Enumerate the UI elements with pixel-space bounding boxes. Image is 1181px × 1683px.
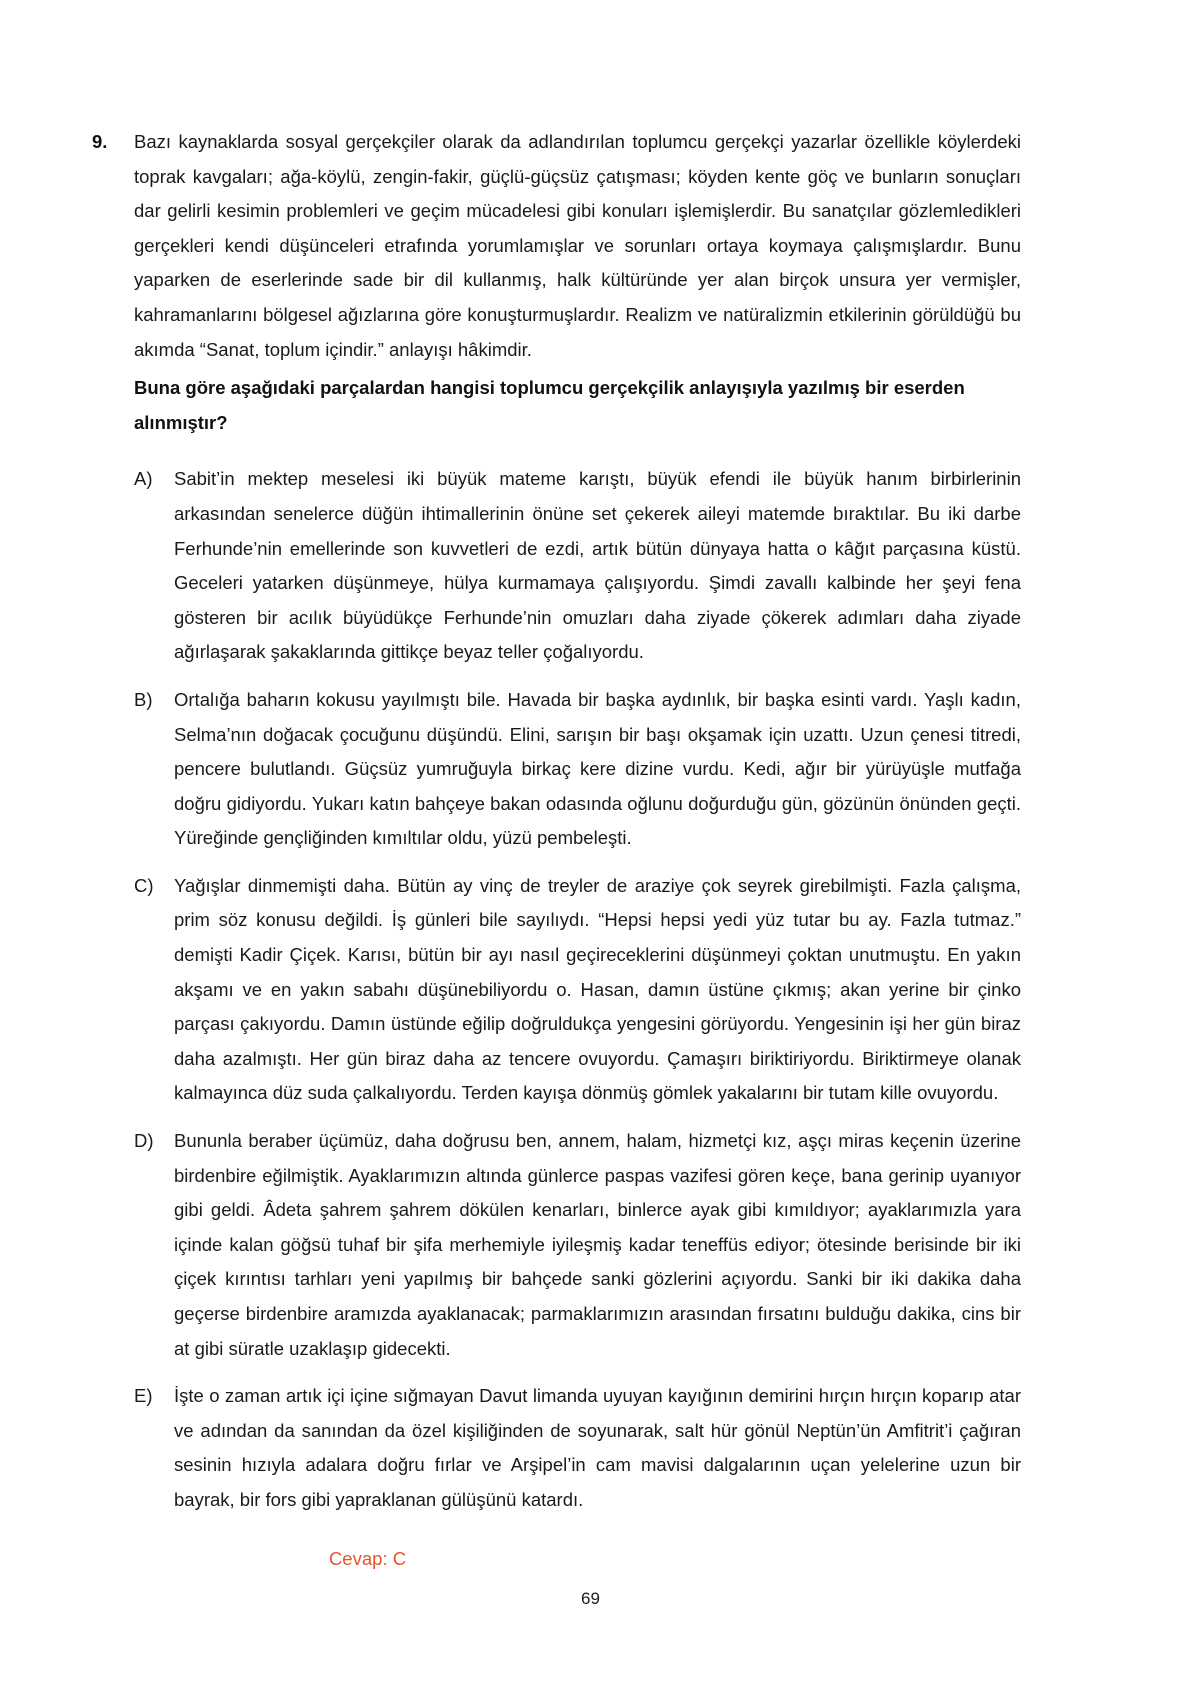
option-text: Bununla beraber üçümüz, daha doğrusu ben, annem, halam, hizmetçi kız, aşçı miras keçenin üzerine birdenbire eğilmiştik. Ayaklarımızın altında günlerce paspas vazifesi gören keçe, bana gerinip uyanıyor gibi geldi. Âdeta şahrem şahrem dökülen kenarları, binlerce ayak gibi kımıldıyor; ayaklarımızla yara içinde kalan göğsü tuhaf bir şifa merhemiyle iyileşmiş kadar teneffüs ediyor; ötesinde berisinde bir iki çiçek kırıntısı tarhları yeni yapılmış bir bahçede sanki gözlerini açıyordu. Sanki bir iki dakika daha geçerse birdenbire aramızda ayaklanacak; parmaklarımızın arasından fırsatını bulduğu dakika, cins bir at gibi süratle uzaklaşıp gidecekti. <box>174 1130 1021 1359</box>
option-text: İşte o zaman artık içi içine sığmayan Davut limanda uyuyan kayığının demirini hırçın hırçın koparıp atar ve adından da sanından da özel kişiliğinden de soyunarak, salt hür gönül Neptün’ün Amfitrit’i çağıran sesinin hızıyla adalara doğru fırlar ve Arşipel’in cam mavisi dalgalarının uçan yelelerine uzun bir bayrak, bir fors gibi yapraklanan gülüşünü katardı. <box>174 1385 1021 1510</box>
question-number: 9. <box>92 131 108 152</box>
option-e[interactable] <box>134 1379 1021 1517</box>
option-text: Sabit’in mektep meselesi iki büyük mateme karıştı, büyük efendi ile büyük hanım birbirlerinin arkasından senelerce düğün ihtimallerinin önüne set çekerek aileyi matemde bıraktılar. Bu iki darbe Ferhunde’nin emellerinde son kuvvetleri de ezdi, artık bütün dünyaya hatta o kâğıt parçasına küstü. Geceleri yatarken düşünmeye, hülya kurmamaya çalışıyordu. Şimdi zavallı kalbinde her şeyi fena gösteren bir acılık büyüdükçe Ferhunde’nin omuzları daha ziyade çökerek adımları daha ziyade ağırlaşarak şakaklarında gittikçe beyaz teller çoğalıyordu. <box>174 468 1021 663</box>
question-stem: Bazı kaynaklarda sosyal gerçekçiler olarak da adlandırılan toplumcu gerçekçi yazarlar özellikle köylerdeki toprak kavgaları; ağa-köylü, zengin-fakir, güçlü-güçsüz çatışması; köyden kente göç ve bunların sonuçları dar gelirli kesimin problemleri ve geçim mücadelesi gibi konuları işlemişlerdir. Bu sanatçılar gözlemledikleri gerçekleri kendi düşünceleri etrafında yorumlamışlar ve sorunları ortaya koymaya çalışmışlardır. Bunu yaparken de eserlerinde sade bir dil kullanmış, halk kültüründe yer alan birçok unsura yer vermişler, kahramanlarını bölgesel ağızlarına göre konuşturmuşlardır. Realizm ve natüralizmin etkilerinin görüldüğü bu akımda “Sanat, toplum içindir.” anlayışı hâkimdir. <box>134 131 1021 360</box>
question-block <box>92 125 1021 1574</box>
page-number: 69 <box>581 1589 600 1608</box>
option-letter: D) <box>134 1130 154 1152</box>
option-a[interactable] <box>134 462 1021 670</box>
option-c[interactable] <box>134 869 1021 1111</box>
page-footer <box>0 1589 1181 1609</box>
option-letter: C) <box>134 874 154 896</box>
option-letter: E) <box>134 1385 153 1407</box>
options-list <box>134 462 1021 1517</box>
option-letter: A) <box>134 468 153 490</box>
option-letter: B) <box>134 688 153 710</box>
question-prompt: Buna göre aşağıdaki parçalardan hangisi toplumcu gerçekçilik anlayışıyla yazılmış bir eserden alınmıştır? <box>134 377 965 433</box>
answer-row <box>134 1544 1021 1574</box>
question-body <box>134 125 1021 1574</box>
option-d[interactable] <box>134 1124 1021 1366</box>
option-text: Ortalığa baharın kokusu yayılmıştı bile. Havada bir başka aydınlık, bir başka esinti vardı. Yaşlı kadın, Selma’nın doğacak çocuğunu düşündü. Elini, sarışın bir başı okşamak için uzattı. Uzun çenesi titredi, pencere bulutlandı. Güçsüz yumruğuyla birkaç kere dizine vurdu. Kedi, ağır bir yürüyüşle mutfağa doğru gidiyordu. Yukarı katın bahçeye bakan odasında oğlunu doğurduğu gün, gözünün önünden geçti. Yüreğinde gençliğinden kımıltılar oldu, yüzü pembeleşti. <box>174 688 1021 849</box>
answer-label: Cevap: C <box>328 1547 407 1569</box>
option-text: Yağışlar dinmemişti daha. Bütün ay vinç de treyler de araziye çok seyrek girebilmişti. Fazla çalışma, prim söz konusu değildi. İş günleri bile sayılıydı. “Hepsi hepsi yedi yüz tutar bu ay. Fazla tutmaz.” demişti Kadir Çiçek. Karısı, bütün bir ayı nasıl geçireceklerini düşünmeyi çoktan unutmuştu. En yakın akşamı ve en yakın sabahı düşünebiliyordu o. Hasan, damın üstüne çıkmış; akan yerine bir çinko parçası çakıyordu. Damın üstünde eğilip doğruldukça yengesini görüyordu. Yengesinin işi her gün biraz daha azalmıştı. Her gün biraz daha az tencere ovuyordu. Çamaşırı biriktiriyordu. Biriktirmeye olanak kalmayınca düz suda çalkalıyordu. Terden kayışa dönmüş gömlek yakalarını bir tutam kille ovuyordu. <box>174 874 1021 1104</box>
option-b[interactable] <box>134 683 1021 856</box>
